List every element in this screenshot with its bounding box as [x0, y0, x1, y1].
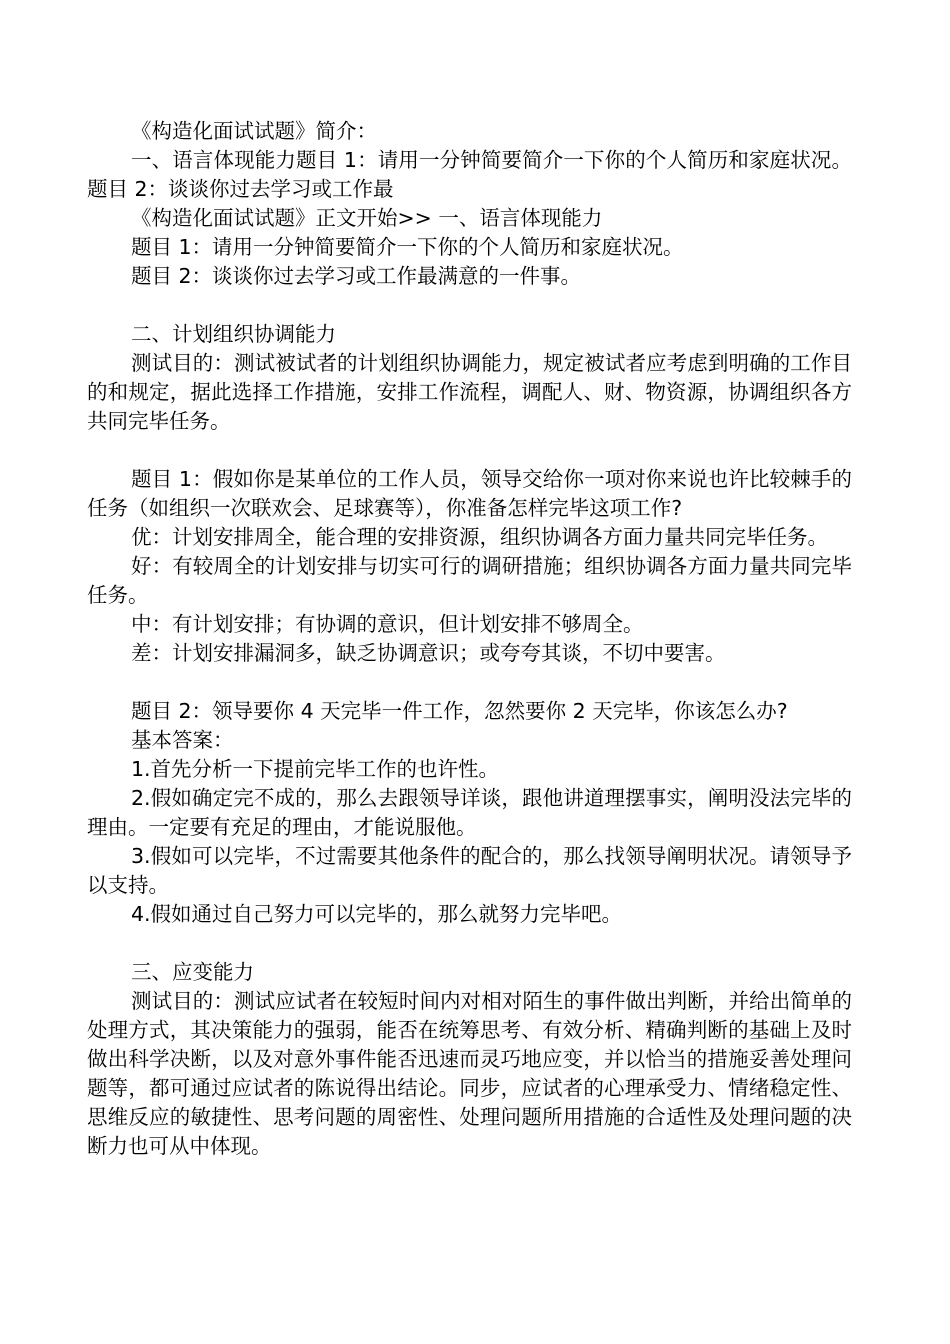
main-text-start: 《构造化面试试题》正文开始>> 一、语言体现能力	[131, 206, 603, 230]
answer-item-1: 1.首先分析一下提前完毕工作的也许性。	[131, 757, 500, 781]
planning-question-2: 题目 2：领导要你 4 天完毕一件工作，忽然要你 2 天完毕，你该怎么办?	[131, 699, 788, 723]
basic-answer-label: 基本答案：	[131, 728, 234, 752]
answer-item-2: 2.假如确定完不成的，那么去跟领导详谈，跟他讲道理摆事实，阐明没法完毕的理由。一定要有充足的理由，才能说服他。	[87, 786, 852, 839]
adaptability-test-purpose: 测试目的：测试应试者在较短时间内对相对陌生的事件做出判断，并给出简单的处理方式，其决策能力的强弱，能否在统筹思考、有效分析、精确判断的基础上及时做出科学决断，以及对意外事件能否迅速而灵巧地应变，并以恰当的措施妥善处理问题等，都可通过应试者的陈说得出结论。同步，应试者的心理承受力、情绪稳定性、思维反应的敏捷性、思考问题的周密性、处理问题所用措施的合适性及处理问题的决断力也可从中体现。	[87, 989, 852, 1158]
blank-line	[87, 929, 852, 958]
section-heading-planning: 二、计划组织协调能力	[131, 322, 336, 346]
document-body	[87, 117, 852, 1161]
planning-question-1: 题目 1：假如你是某单位的工作人员，领导交给你一项对你来说也许比较棘手的任务（如组织一次联欢会、足球赛等），你准备怎样完毕这项工作?	[87, 467, 852, 520]
answer-item-4: 4.假如通过自己努力可以完毕的，那么就努力完毕吧。	[131, 902, 623, 926]
rating-good: 好：有较周全的计划安排与切实可行的调研措施；组织协调各方面力量共同完毕任务。	[87, 554, 852, 607]
intro-heading: 《构造化面试试题》简介：	[131, 119, 377, 143]
section-heading-adaptability: 三、应变能力	[131, 960, 254, 984]
blank-line	[87, 291, 852, 320]
question-1: 题目 1：请用一分钟简要简介一下你的个人简历和家庭状况。	[131, 235, 684, 259]
question-2: 题目 2：谈谈你过去学习或工作最满意的一件事。	[131, 264, 582, 288]
answer-item-3: 3.假如可以完毕，不过需要其他条件的配合的，那么找领导阐明状况。请领导予以支持。	[87, 844, 852, 897]
rating-excellent: 优：计划安排周全，能合理的安排资源，组织协调各方面力量共同完毕任务。	[131, 525, 828, 549]
intro-summary: 一、语言体现能力题目 1：请用一分钟简要简介一下你的个人简历和家庭状况。题目 2：谈谈你过去学习或工作最	[87, 148, 852, 201]
rating-medium: 中：有计划安排；有协调的意识，但计划安排不够周全。	[131, 612, 644, 636]
planning-test-purpose: 测试目的：测试被试者的计划组织协调能力，规定被试者应考虑到明确的工作目的和规定，据此选择工作措施，安排工作流程，调配人、财、物资源，协调组织各方共同完毕任务。	[87, 351, 852, 433]
blank-line	[87, 436, 852, 465]
blank-line	[87, 668, 852, 697]
rating-poor: 差：计划安排漏洞多，缺乏协调意识；或夸夸其谈，不切中要害。	[131, 641, 726, 665]
